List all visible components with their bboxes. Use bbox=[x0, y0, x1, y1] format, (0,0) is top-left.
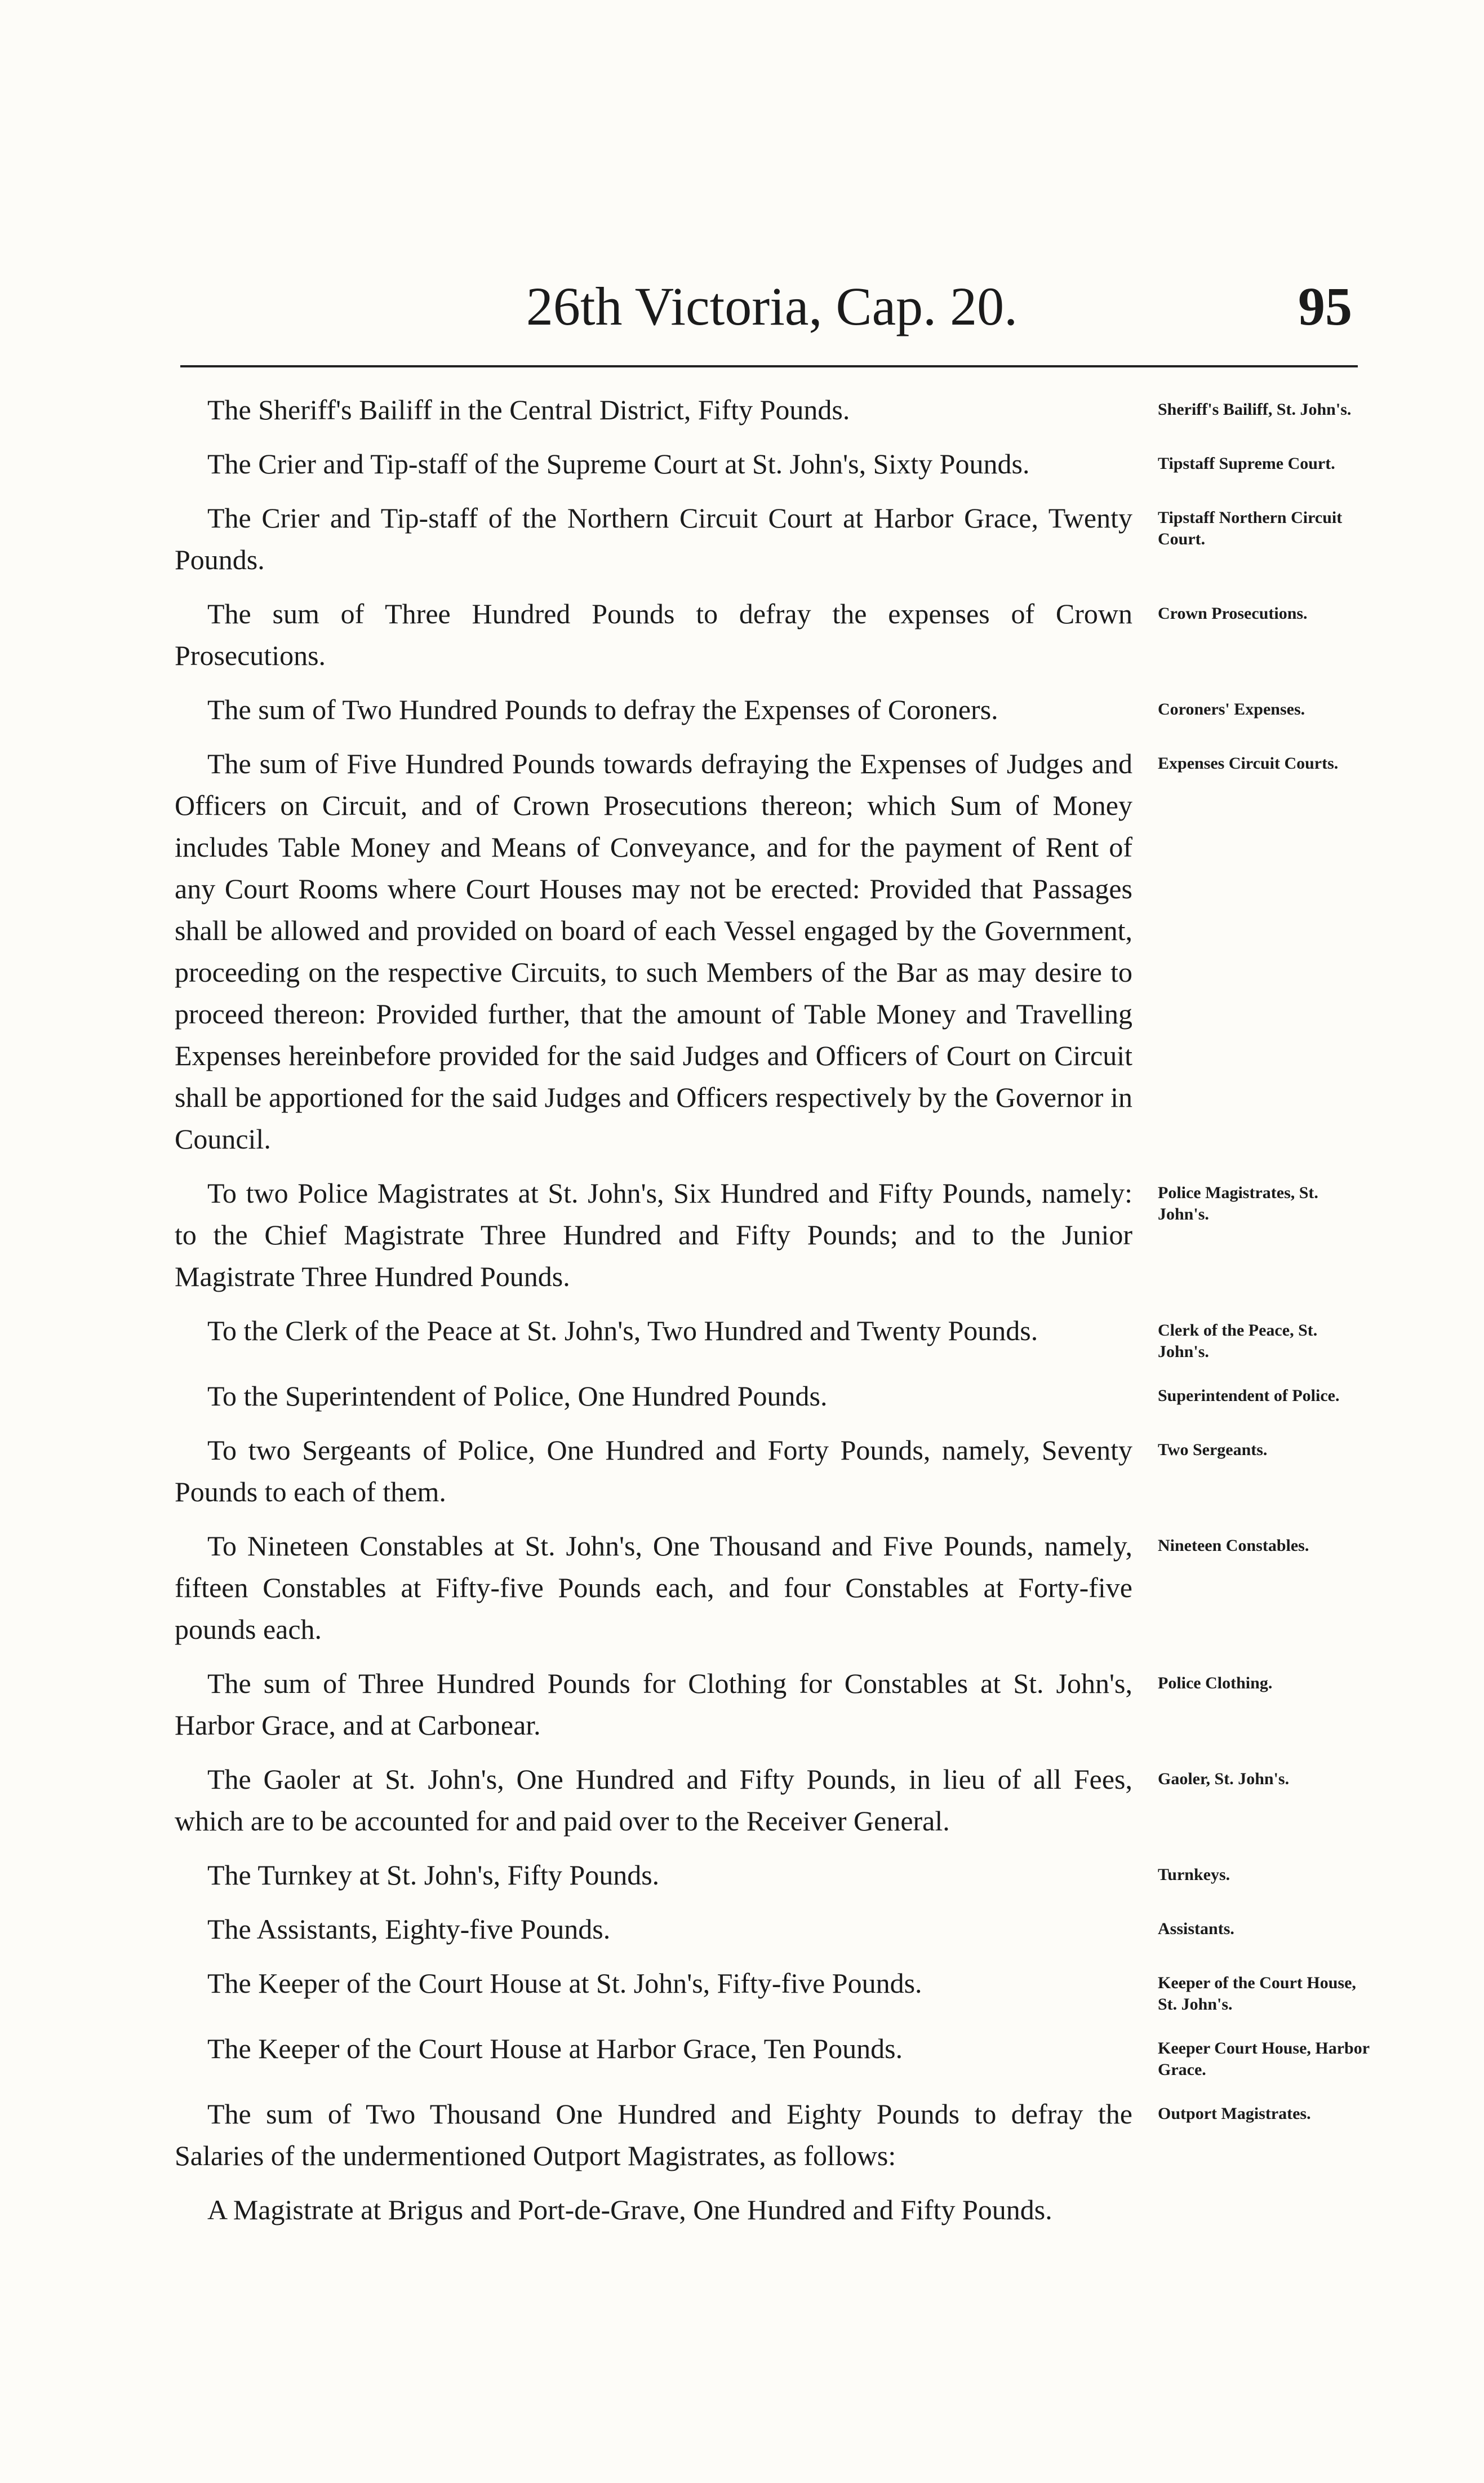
margin-note: Assistants. bbox=[1158, 1919, 1234, 1938]
entry-text: A Magistrate at Brigus and Port-de-Grave, One Hundred and Fifty Pounds. bbox=[207, 2194, 1052, 2225]
entry-turnkey bbox=[175, 1854, 1459, 1896]
header-rule bbox=[180, 365, 1358, 367]
entry-text: The Keeper of the Court House at Harbor Grace, Ten Pounds. bbox=[207, 2033, 903, 2064]
margin-note: Gaoler, St. John's. bbox=[1158, 1770, 1290, 1788]
margin-note: Keeper of the Court House, St. John's. bbox=[1158, 1974, 1356, 2014]
margin-note: Tipstaff Supreme Court. bbox=[1158, 454, 1335, 473]
running-title: 26th Victoria, Cap. 20. bbox=[526, 276, 1018, 336]
entry-text: The Sheriff's Bailiff in the Central District, Fifty Pounds. bbox=[207, 394, 850, 425]
margin-note: Police Magistrates, St. John's. bbox=[1158, 1183, 1318, 1223]
entry-text: To the Clerk of the Peace at St. John's, Two Hundred and Twenty Pounds. bbox=[207, 1315, 1038, 1346]
entry-text: The sum of Two Hundred Pounds to defray the Expenses of Coroners. bbox=[207, 694, 998, 725]
margin-note: Turnkeys. bbox=[1158, 1865, 1230, 1884]
page-number: 95 bbox=[1298, 276, 1352, 336]
entry-text: The sum of Three Hundred Pounds to defray the expenses of Crown Prosecutions. bbox=[175, 598, 1132, 671]
entry-sergeants bbox=[175, 1429, 1459, 1513]
entry-coroners bbox=[175, 689, 1459, 730]
margin-note: Nineteen Constables. bbox=[1158, 1536, 1309, 1555]
margin-note bbox=[1158, 2189, 1372, 2199]
margin-note: Sheriff's Bailiff, St. John's. bbox=[1158, 400, 1352, 419]
margin-note: Crown Prosecutions. bbox=[1158, 604, 1308, 623]
entry-tipstaff-northern bbox=[175, 497, 1459, 580]
margin-note: Keeper Court House, Harbor Grace. bbox=[1158, 2039, 1370, 2079]
margin-note: Superintendent of Police. bbox=[1158, 1386, 1340, 1405]
entry-assistants bbox=[175, 1908, 1459, 1950]
entry-crown-prosecutions bbox=[175, 593, 1459, 676]
entry-sheriffs-bailiff bbox=[175, 389, 1459, 431]
margin-note: Outport Magistrates. bbox=[1158, 2104, 1311, 2123]
entry-outport-magistrates bbox=[175, 2093, 1459, 2176]
entry-text: The Gaoler at St. John's, One Hundred and Fifty Pounds, in lieu of all Fees, which are to be accounted for and paid over to the Receiver General. bbox=[175, 1763, 1132, 1837]
page-header bbox=[180, 275, 1363, 365]
entry-text: The Turnkey at St. John's, Fifty Pounds. bbox=[207, 1859, 660, 1891]
entry-police-magistrates bbox=[175, 1172, 1459, 1297]
page-body bbox=[175, 389, 1459, 2243]
margin-note: Tipstaff Northern Circuit Court. bbox=[1158, 508, 1343, 548]
entry-text: To two Police Magistrates at St. John's, Six Hundred and Fifty Pounds, namely: to the Chief Magistrate Three Hundred and Fifty Pounds; and to the Junior Magistrate Three Hundred Pounds. bbox=[175, 1177, 1132, 1292]
entry-text: The sum of Three Hundred Pounds for Clothing for Constables at St. John's, Harbor Grace, and at Carbonear. bbox=[175, 1668, 1132, 1741]
entry-text: The Crier and Tip-staff of the Supreme Court at St. John's, Sixty Pounds. bbox=[207, 448, 1030, 480]
margin-note: Clerk of the Peace, St. John's. bbox=[1158, 1321, 1318, 1361]
entry-text: To two Sergeants of Police, One Hundred and Forty Pounds, namely, Seventy Pounds to each of them. bbox=[175, 1434, 1132, 1507]
margin-note: Two Sergeants. bbox=[1158, 1440, 1268, 1459]
entry-text: The Keeper of the Court House at St. John's, Fifty-five Pounds. bbox=[207, 1967, 922, 1999]
entry-circuit-courts bbox=[175, 743, 1459, 1160]
entry-text: The Assistants, Eighty-five Pounds. bbox=[207, 1913, 611, 1945]
entry-tipstaff-supreme bbox=[175, 443, 1459, 485]
margin-note: Expenses Circuit Courts. bbox=[1158, 754, 1339, 773]
entry-text: The sum of Five Hundred Pounds towards defraying the Expenses of Judges and Officers on Circuit, and of Crown Prosecutions thereon; which Sum of Money includes Table Money and Means of Conveyance, and for the payment of Rent of any Court Rooms where Court Houses may not be erected: Provided that Passages shall be allowed and provided on board of each Vessel engaged by the Government, proceeding on the respective Circuits, to such Members of the Bar as may desire to proceed thereon: Provided further, that the amount of Table Money and Travelling Expenses hereinbefore provided for the said Judges and Officers of Court on Circuit shall be apportioned for the said Judges and Officers respectively by the Governor in Council. bbox=[175, 748, 1132, 1155]
entry-text: To Nineteen Constables at St. John's, One Thousand and Five Pounds, namely, fifteen Constables at Fifty-five Pounds each, and four Constables at Forty-five pounds each. bbox=[175, 1530, 1132, 1645]
entry-clerk-of-peace bbox=[175, 1310, 1459, 1363]
margin-note: Coroners' Expenses. bbox=[1158, 700, 1305, 719]
entry-brigus-magistrate bbox=[175, 2189, 1459, 2231]
entry-police-clothing bbox=[175, 1662, 1459, 1746]
margin-note: Police Clothing. bbox=[1158, 1674, 1273, 1692]
entry-constables bbox=[175, 1525, 1459, 1650]
entry-text: The sum of Two Thousand One Hundred and Eighty Pounds to defray the Salaries of the undermentioned Outport Magistrates, as follows: bbox=[175, 2098, 1132, 2171]
entry-keeper-st-johns bbox=[175, 1962, 1459, 2015]
entry-text: To the Superintendent of Police, One Hundred Pounds. bbox=[207, 1380, 828, 1412]
entry-keeper-harbor-grace bbox=[175, 2028, 1459, 2081]
entry-gaoler bbox=[175, 1758, 1459, 1842]
entry-text: The Crier and Tip-staff of the Northern Circuit Court at Harbor Grace, Twenty Pounds. bbox=[175, 502, 1132, 575]
entry-superintendent bbox=[175, 1375, 1459, 1417]
